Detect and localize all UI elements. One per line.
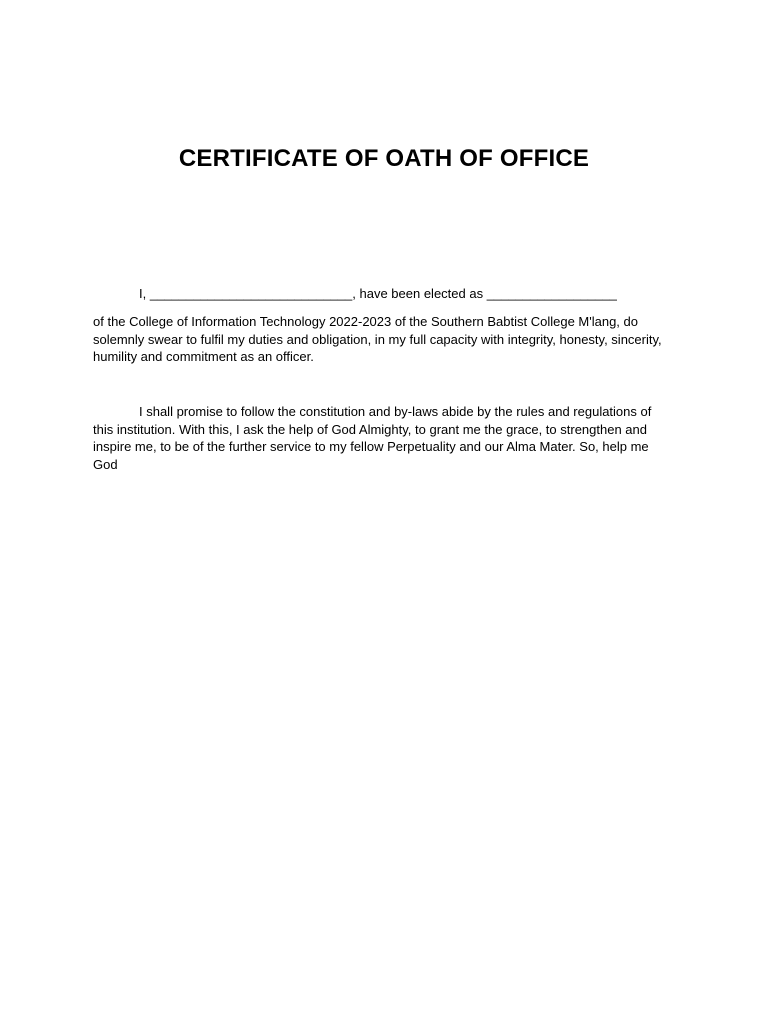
document-title: CERTIFICATE OF OATH OF OFFICE bbox=[178, 145, 590, 172]
election-line: I, ____________________________, have been elected as __________________ bbox=[139, 286, 617, 301]
promise-paragraph: I shall promise to follow the constitution and by-laws abide by the rules and regulations of this institution. With this, I ask the help of God Almighty, to grant me the grace, to strengthen and inspire me, to be of the further service to my fellow Perpetuality and our Alma Mater. So, help me God bbox=[93, 404, 652, 472]
oath-paragraph: of the College of Information Technology 2022-2023 of the Southern Babtist College M'lang, do solemnly swear to fulfil my duties and obligation, in my full capacity with integrity, honesty, sincerity, humility and commitment as an officer. bbox=[93, 314, 662, 364]
